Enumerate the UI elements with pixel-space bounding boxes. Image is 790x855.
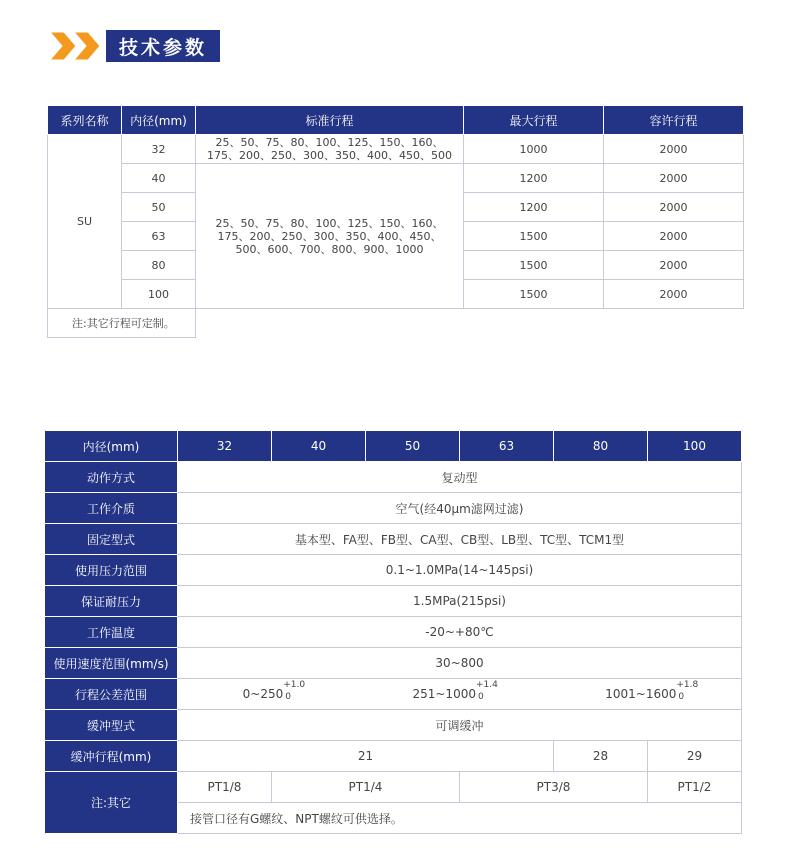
allowed-stroke: 2000 [604,222,744,251]
spec-row [45,524,742,555]
bore-80: 80 [554,431,648,462]
header-series: 系列名称 [48,106,122,135]
max-stroke: 1000 [464,135,604,164]
bore-value: 63 [122,222,196,251]
spec-row [45,741,742,772]
cushion-stroke-32-63: 21 [178,741,554,772]
cushion-stroke-100: 29 [648,741,742,772]
mount-value: 基本型、FA型、FB型、CA型、CB型、LB型、TC型、TCM1型 [178,524,742,555]
tolerance-item: 1001~1600 +1.8 0 [605,680,699,702]
bore-value: 40 [122,164,196,193]
spec-row [45,462,742,493]
other-label: 注:其它 [45,772,178,834]
allowed-stroke: 2000 [604,251,744,280]
allowed-stroke: 2000 [604,135,744,164]
speed-value: 30~800 [178,648,742,679]
temp-label: 工作温度 [45,617,178,648]
table-note-row [48,309,744,338]
spec-row [45,710,742,741]
cushion-stroke-label: 缓冲行程(mm) [45,741,178,772]
speed-label: 使用速度范围(mm/s) [45,648,178,679]
section-header [48,30,220,62]
action-value: 复动型 [178,462,742,493]
bore-100: 100 [648,431,742,462]
tolerance-item: 251~1000 +1.4 0 [412,680,498,702]
medium-label: 工作介质 [45,493,178,524]
series-name: SU [48,135,122,309]
bore-label: 内径(mm) [45,431,178,462]
tolerance-item: 0~250 +1.0 0 [242,680,306,702]
pressure-value: 0.1~1.0MPa(14~145psi) [178,555,742,586]
cushion-label: 缓冲型式 [45,710,178,741]
bore-value: 50 [122,193,196,222]
bore-40: 40 [272,431,366,462]
header-allowed-stroke: 容许行程 [604,106,744,135]
cushion-stroke-80: 28 [554,741,648,772]
table-header-row [48,106,744,135]
max-stroke: 1500 [464,251,604,280]
spec-row [45,493,742,524]
port-32: PT1/8 [178,772,272,803]
table-note: 注:其它行程可定制。 [48,309,196,338]
spec-row [45,772,742,803]
spec-row [45,648,742,679]
standard-stroke-rest: 25、50、75、80、100、125、150、160、175、200、250、300、350、400、450、500、600、700、800、900、1000 [196,164,464,309]
port-100: PT1/2 [648,772,742,803]
bore-63: 63 [460,431,554,462]
spec-table [44,430,742,834]
allowed-stroke: 2000 [604,280,744,309]
temp-value: -20~+80℃ [178,617,742,648]
action-label: 动作方式 [45,462,178,493]
bore-50: 50 [366,431,460,462]
header-bore: 内径(mm) [122,106,196,135]
standard-stroke-32: 25、50、75、80、100、125、150、160、175、200、250、300、350、400、450、500 [196,135,464,164]
bore-value: 80 [122,251,196,280]
max-stroke: 1200 [464,164,604,193]
port-63-80: PT3/8 [460,772,648,803]
port-note: 接管口径有G螺纹、NPT螺纹可供选择。 [178,803,742,834]
proof-value: 1.5MPa(215psi) [178,586,742,617]
pressure-label: 使用压力范围 [45,555,178,586]
max-stroke: 1500 [464,222,604,251]
port-40-50: PT1/4 [272,772,460,803]
tolerance-values [178,679,742,710]
allowed-stroke: 2000 [604,193,744,222]
double-chevron-icon [48,30,106,62]
mount-label: 固定型式 [45,524,178,555]
medium-value: 空气(经40μm滤网过滤) [178,493,742,524]
bore-row [45,431,742,462]
table-row [48,135,744,164]
header-max-stroke: 最大行程 [464,106,604,135]
proof-label: 保证耐压力 [45,586,178,617]
spec-row [45,679,742,710]
bore-value: 32 [122,135,196,164]
tolerance-label: 行程公差范围 [45,679,178,710]
max-stroke: 1500 [464,280,604,309]
cushion-value: 可调缓冲 [178,710,742,741]
stroke-table [47,105,744,338]
header-standard-stroke: 标准行程 [196,106,464,135]
table-row [48,164,744,193]
spec-row [45,555,742,586]
max-stroke: 1200 [464,193,604,222]
section-title: 技术参数 [106,30,220,62]
bore-value: 100 [122,280,196,309]
bore-32: 32 [178,431,272,462]
spec-row [45,617,742,648]
allowed-stroke: 2000 [604,164,744,193]
spec-row [45,586,742,617]
